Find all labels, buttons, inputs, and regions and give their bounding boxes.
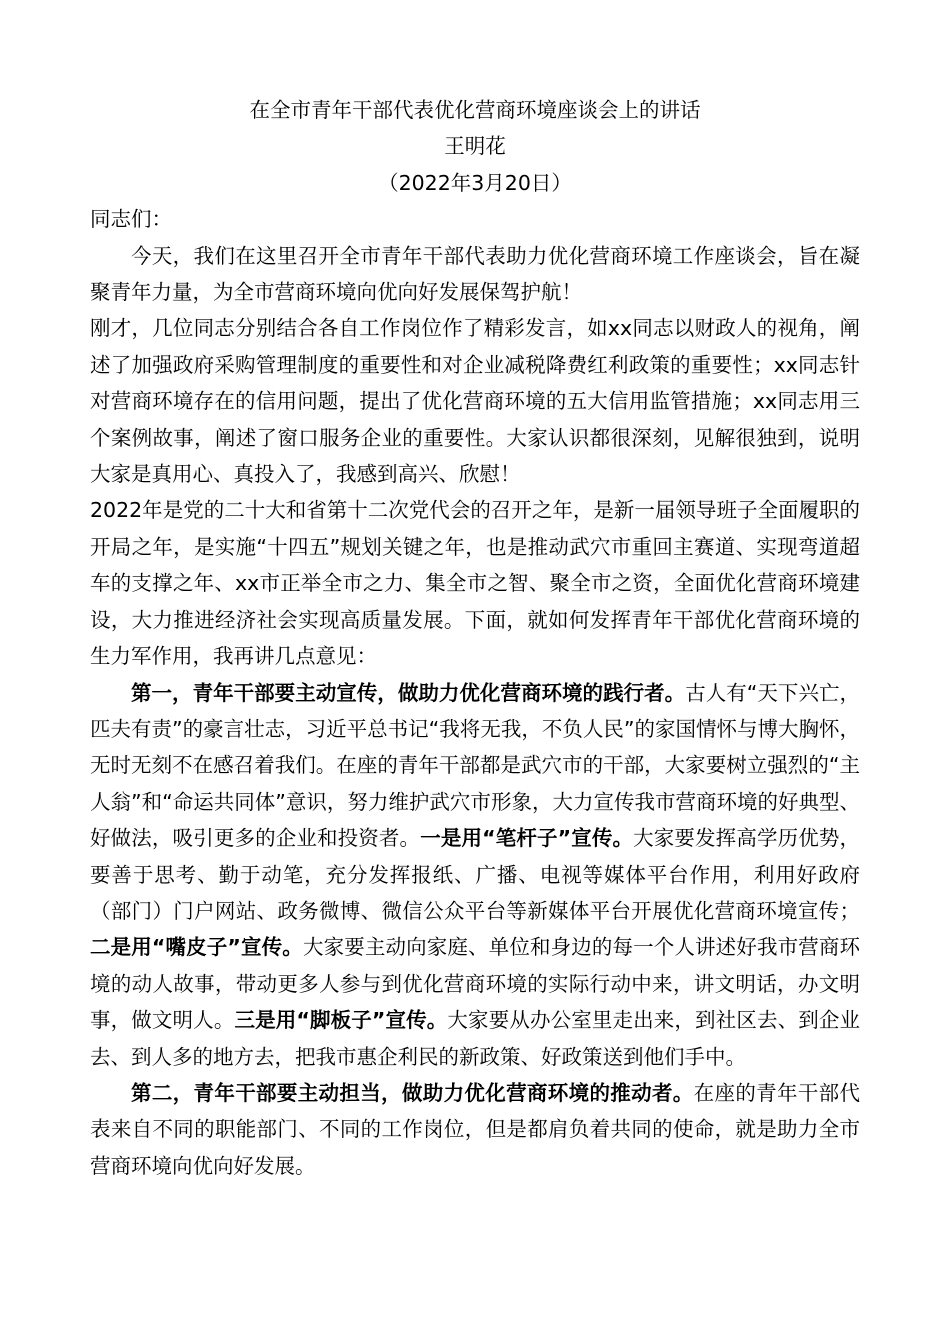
paragraph-opening: 今天，我们在这里召开全市青年干部代表助力优化营商环境工作座谈会，旨在凝聚青年力量，为全市营商环境向优向好发展保驾护航！ [90, 243, 860, 305]
paragraph-speeches-review: 刚才，几位同志分别结合各自工作岗位作了精彩发言，如xx同志以财政人的视角，阐述了加强政府采购管理制度的重要性和对企业减税降费红利政策的重要性；xx同志针对营商环境存在的信用问题，提出了优化营商环境的五大信用监管措施；xx同志用三个案例故事，阐述了窗口服务企业的重要性。大家认识都很深刻，见解很独到，说明大家是真用心、真投入了，我感到高兴、欣慰！ [90, 316, 860, 487]
point-one-text: 古人有“天下兴亡，匹夫有责”的豪言壮志，习近平总书记“我将无我，不负人民”的家国情怀与博大胸怀，无时无刻不在感召着我们。在座的青年干部都是武穴市的干部，大家要树立强烈的“主人翁”和“命运共同体”意识，努力维护武穴市形象，大力宣传我市营商环境的好典型、好做法，吸引更多的企业和投资者。 [90, 680, 861, 851]
point-two-text: 在座的青年干部代表来自不同的职能部门、不同的工作岗位，但是都肩负着共同的使命，就是助力全市营商环境向优向好发展。 [90, 1080, 861, 1178]
point-one-sub-two-text: 大家要主动向家庭、单位和身边的每一个人讲述好我市营商环境的动人故事，带动更多人参与到优化营商环境的实际行动中来，讲文明话，办文明事，做文明人。 [90, 935, 860, 1033]
point-one-heading: 第一，青年干部要主动宣传，做助力优化营商环境的践行者。 [131, 680, 686, 705]
point-two-heading: 第二，青年干部要主动担当，做助力优化营商环境的推动者。 [131, 1080, 694, 1105]
document-author: 王明花 [444, 134, 506, 159]
salutation: 同志们： [90, 207, 172, 232]
paragraph-point-two [90, 1075, 860, 1184]
point-one-sub-one-text: 大家要发挥高学历优势，要善于思考、勤于动笔，充分发挥报纸、广播、电视等媒体平台作用，利用好政府（部门）门户网站、政务微博、微信公众平台等新媒体平台开展优化营商环境宣传； [90, 826, 861, 923]
point-one-sub-three-text: 大家要从办公室里走出来，到社区去、到企业去、到人多的地方去，把我市惠企利民的新政策、好政策送到他们手中。 [90, 1008, 861, 1069]
paragraph-point-one [90, 675, 860, 1075]
document-title: 在全市青年干部代表优化营商环境座谈会上的讲话 [249, 98, 701, 122]
point-one-sub-one-heading: 一是用“笔杆子”宣传。 [420, 826, 634, 851]
document-page [90, 92, 860, 1184]
point-one-sub-two-heading: 二是用“嘴皮子”宣传。 [90, 935, 303, 960]
paragraph-background: 2022年是党的二十大和省第十二次党代会的召开之年，是新一届领导班子全面履职的开局之年，是实施“十四五”规划关键之年，也是推动武穴市重回主赛道、实现弯道超车的支撑之年、xx市正举全市之力、集全市之智、聚全市之资，全面优化营商环境建设，大力推进经济社会实现高质量发展。下面，就如何发挥青年干部优化营商环境的生力军作用，我再讲几点意见： [90, 498, 860, 669]
point-one-sub-three-heading: 三是用“脚板子”宣传。 [234, 1008, 448, 1033]
document-date: （2022年3月20日） [378, 170, 572, 195]
